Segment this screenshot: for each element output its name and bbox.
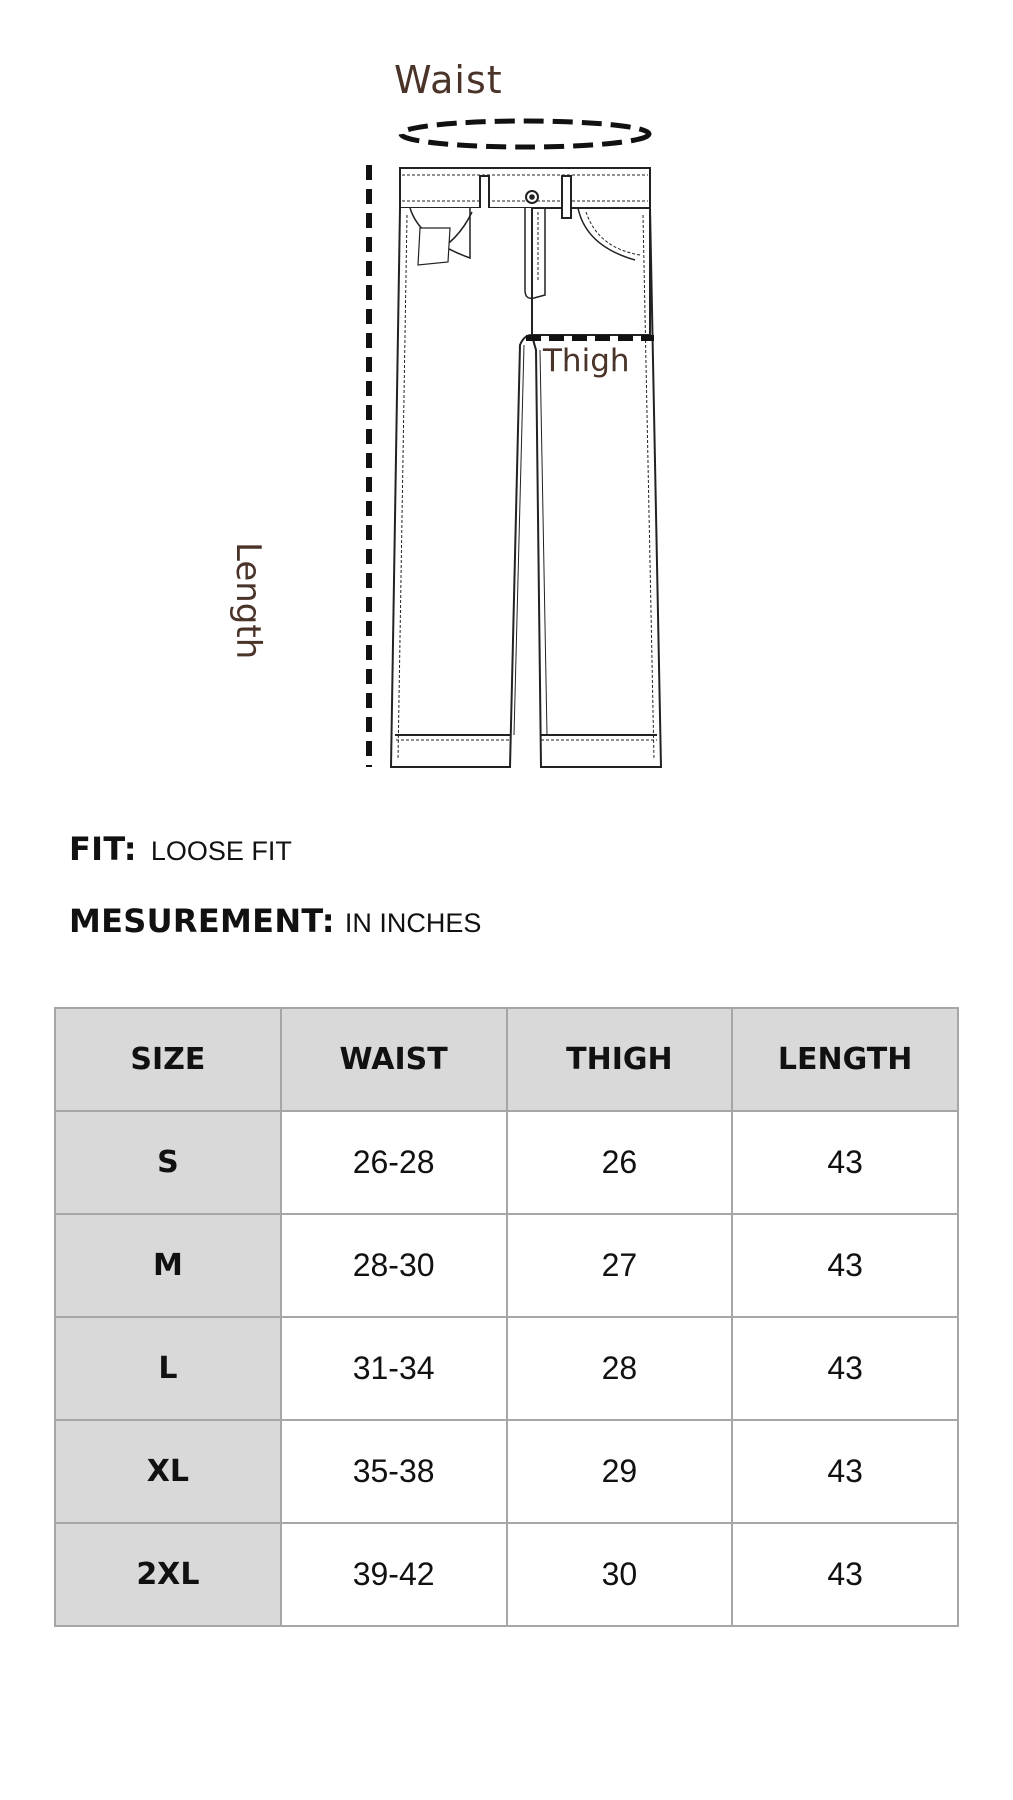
- length-cell: 43: [732, 1214, 958, 1317]
- thigh-cell: 29: [507, 1420, 733, 1523]
- waist-cell: 31-34: [281, 1317, 507, 1420]
- waist-measure-ellipse: [401, 121, 649, 147]
- header-length: LENGTH: [732, 1008, 958, 1111]
- thigh-cell: 26: [507, 1111, 733, 1214]
- measurement-value: IN INCHES: [344, 908, 482, 938]
- size-cell: L: [55, 1317, 281, 1420]
- fit-label: FIT:: [69, 830, 137, 868]
- waist-cell: 28-30: [281, 1214, 507, 1317]
- jeans-outline: [391, 168, 661, 767]
- table-row: [55, 1317, 958, 1420]
- length-cell: 43: [732, 1420, 958, 1523]
- waist-cell: 26-28: [281, 1111, 507, 1214]
- length-cell: 43: [732, 1523, 958, 1626]
- size-cell: 2XL: [55, 1523, 281, 1626]
- length-label: Length: [228, 542, 268, 660]
- header-size: SIZE: [55, 1008, 281, 1111]
- header-waist: WAIST: [281, 1008, 507, 1111]
- jeans-illustration: [0, 0, 1013, 800]
- thigh-cell: 28: [507, 1317, 733, 1420]
- waist-cell: 39-42: [281, 1523, 507, 1626]
- thigh-cell: 30: [507, 1523, 733, 1626]
- measurement-row: [69, 902, 481, 940]
- length-cell: 43: [732, 1317, 958, 1420]
- thigh-cell: 27: [507, 1214, 733, 1317]
- table-row: [55, 1111, 958, 1214]
- table-row: [55, 1420, 958, 1523]
- waist-label: Waist: [394, 58, 503, 102]
- measurement-label: MESUREMENT:: [69, 902, 335, 940]
- fit-value: LOOSE FIT: [150, 836, 292, 866]
- fit-row: [69, 830, 292, 868]
- table-row: [55, 1214, 958, 1317]
- table-header-row: [55, 1008, 958, 1111]
- length-cell: 43: [732, 1111, 958, 1214]
- size-cell: S: [55, 1111, 281, 1214]
- waist-cell: 35-38: [281, 1420, 507, 1523]
- header-thigh: THIGH: [507, 1008, 733, 1111]
- thigh-label: Thigh: [543, 343, 630, 379]
- table-row: [55, 1523, 958, 1626]
- size-chart-table: [54, 1007, 959, 1627]
- size-cell: XL: [55, 1420, 281, 1523]
- pants-diagram: [0, 0, 1013, 800]
- size-cell: M: [55, 1214, 281, 1317]
